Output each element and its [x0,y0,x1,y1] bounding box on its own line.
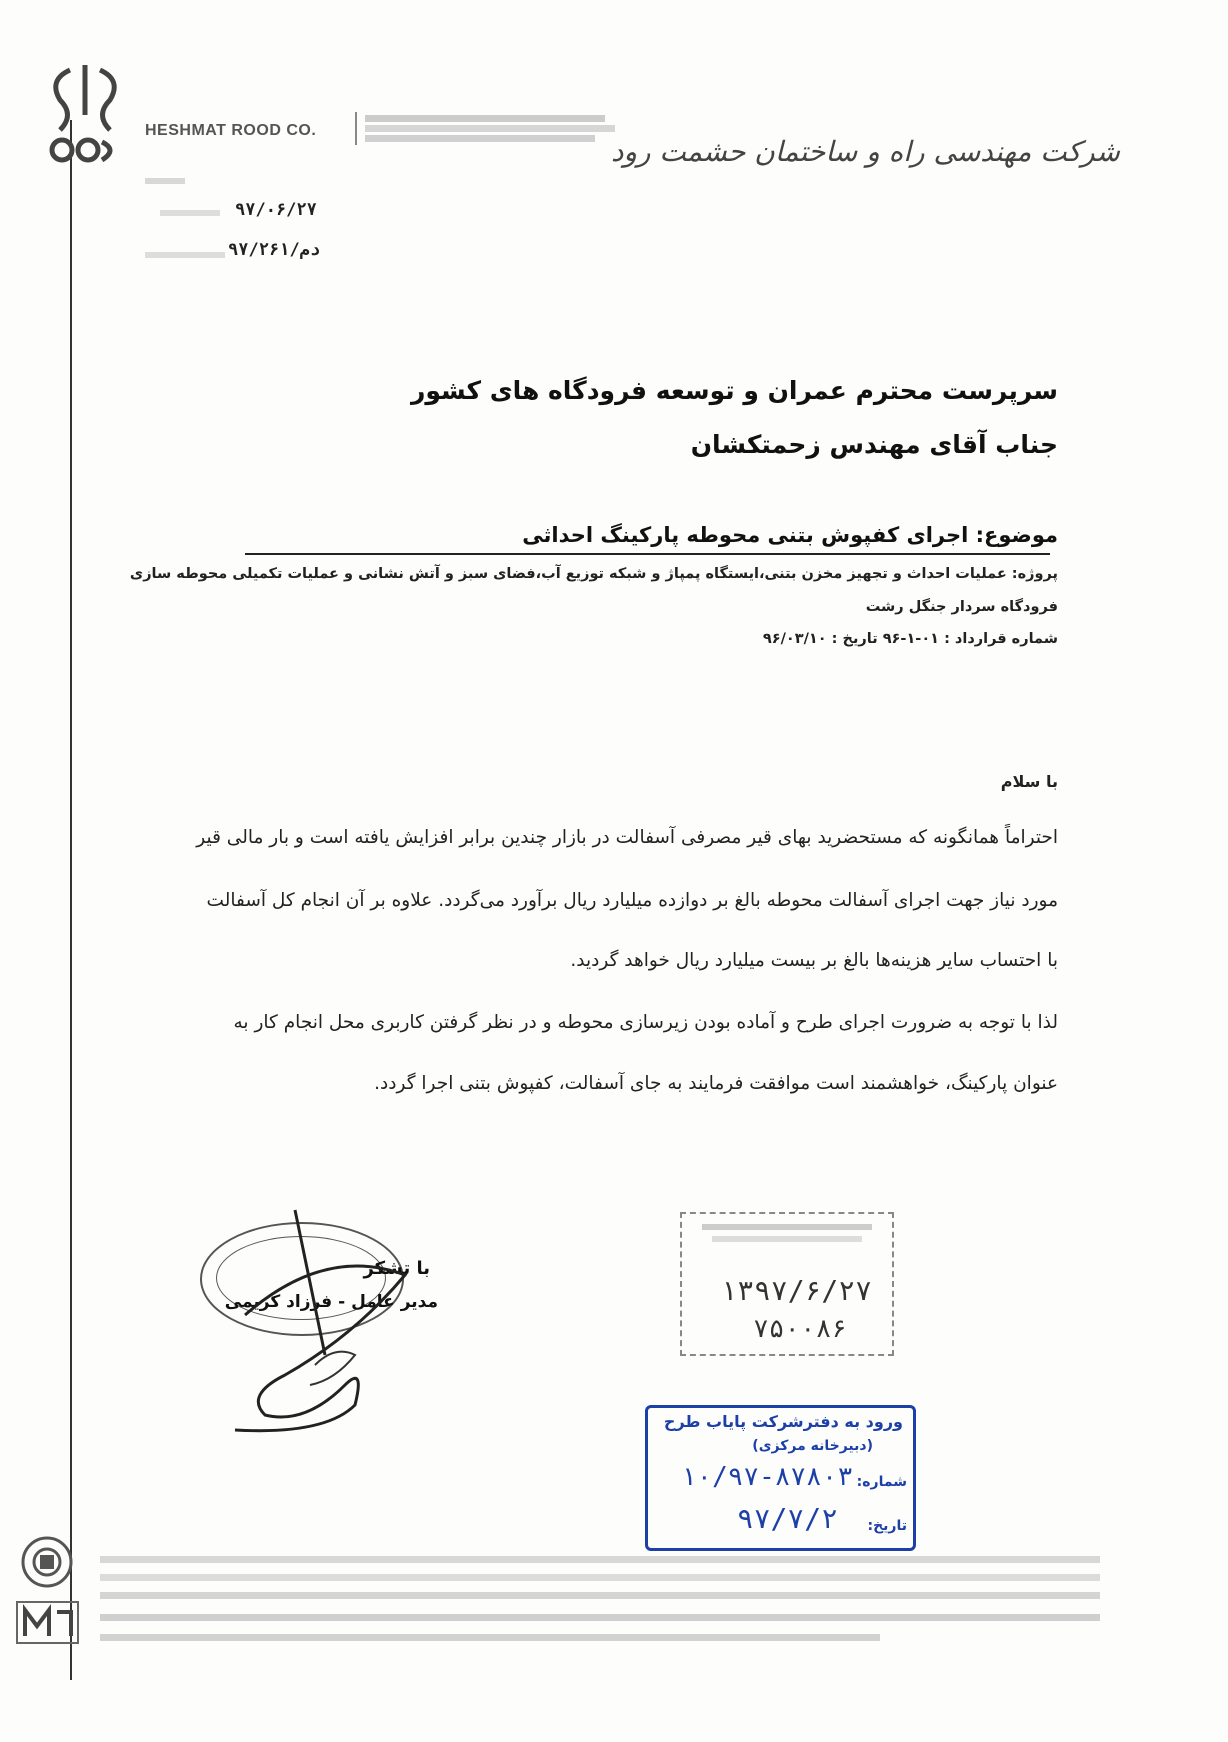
handwritten-signature [205,1205,445,1445]
company-name-fa: شرکت مهندسی راه و ساختمان حشمت رود [611,135,1120,168]
body-line-2: مورد نیاز جهت اجرای آسفالت محوطه بالغ بر دوازده میلیارد ریال برآورد می‌گردد. علاوه بر آن انجام کل آسفالت [206,890,1058,911]
received-number: ۷۵۰۰۸۶ [753,1314,847,1344]
company-name-en: HESHMAT ROOD CO. [145,122,317,139]
entry-stamp [645,1405,916,1551]
margin-line [70,120,72,1680]
body-line-1: احتراماً همانگونه که مستحضرید بهای قیر مصرفی آسفالت در بازار چندین برابر افزایش یافته است و بار مالی قیر [196,827,1058,848]
footer-line-5 [100,1634,880,1641]
received-date: ۱۳۹۷/۶/۲۷ [720,1274,872,1307]
letter-number: ۹۷/دم/۲۶۱ [228,240,321,260]
certification-logo-icon [20,1535,75,1590]
body-line-3: با احتساب سایر هزینه‌ها بالغ بر بیست میلیارد ریال خواهد گردید. [570,950,1058,971]
signer-title: مدیر عامل - فرزاد کریمی [224,1292,438,1312]
subject-divider [245,553,1050,555]
number-label-faded [145,252,225,258]
footer-line-4 [100,1614,1100,1621]
project-line-1: پروژه: عملیات احداث و تجهیز مخزن بتنی،ایستگاه پمپاژ و شبکه توزیع آب،فضای سبز و آتش نشانی و عملیات تکمیلی محوطه سازی [129,566,1058,582]
received-stamp [680,1212,894,1356]
entry-stamp-title: ورود به دفترشرکت پایاب طرح [663,1412,903,1431]
entry-number-label: شماره: [856,1474,907,1490]
footer-line-3 [100,1592,1100,1599]
footer-line-1 [100,1556,1100,1563]
thanks-text: با تشکر [363,1258,430,1279]
company-logo-icon [40,60,130,170]
entry-date-value: ۹۷/۷/۲ [736,1502,838,1535]
iso-mark-icon [15,1600,80,1645]
recipient-name: جناب آقای مهندس زحمتکشان [690,430,1058,459]
entry-stamp-subtitle: (دبیرخانه مرکزی) [752,1438,873,1454]
meta-date-label-faded [145,172,185,188]
entry-date-label: تاریخ: [867,1518,907,1534]
project-line-2: فرودگاه سردار جنگل رشت [865,599,1058,615]
footer-line-2 [100,1574,1100,1581]
letter-date: ۹۷/۰۶/۲۷ [235,200,317,220]
contract-line: شماره قرارداد : ۰۱-۱-۹۶ تاریخ : ۹۶/۰۳/۱۰ [762,631,1058,647]
recipient-title: سرپرست محترم عمران و توسعه فرودگاه های کشور [410,376,1058,405]
subject-line: موضوع: اجرای کفپوش بتنی محوطه پارکینگ احداثی [522,523,1058,547]
date-label-faded [160,210,220,216]
entry-number-value: ۱۰/۹۷-۸۷۸۰۳ [680,1462,853,1492]
body-line-5: عنوان پارکینگ، خواهشمند است موافقت فرمایند به جای آسفالت، کفپوش بتنی اجرا گردد. [374,1073,1058,1094]
body-line-4: لذا با توجه به ضرورت اجرای طرح و آماده بودن زیرسازی محوطه و در نظر گرفتن کاربری محل انجام کار به [233,1012,1058,1033]
greeting: با سلام [1000,772,1058,791]
header-small-info [355,112,635,145]
